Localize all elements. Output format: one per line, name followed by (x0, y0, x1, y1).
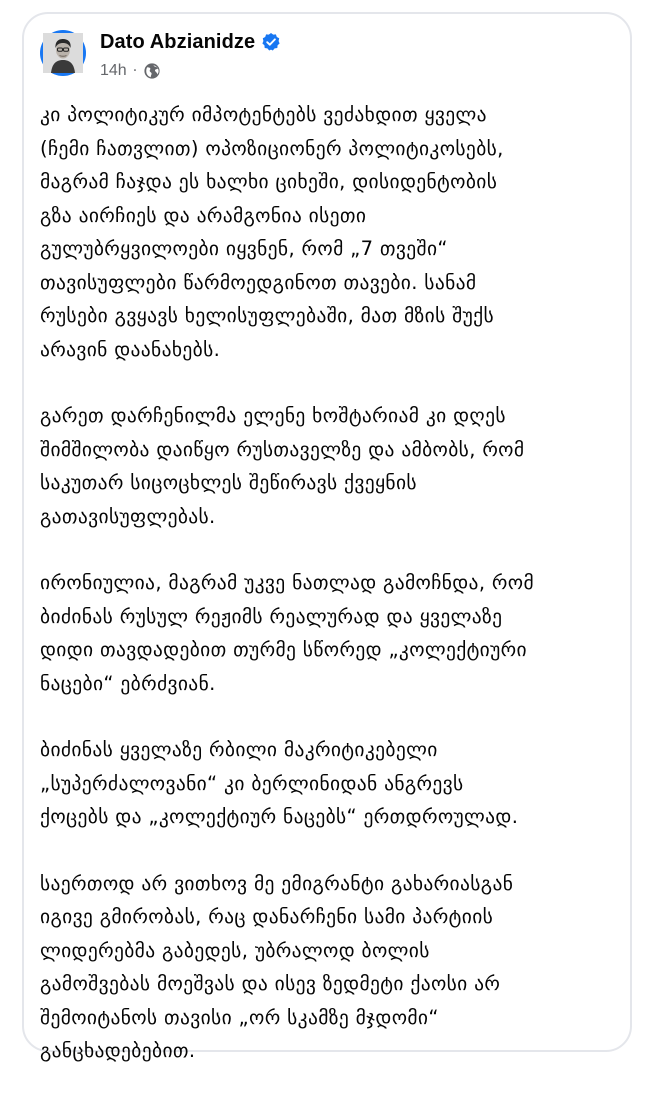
author-name[interactable]: Dato Abzianidze (100, 30, 256, 53)
avatar-portrait (43, 33, 83, 73)
post-paragraph-3: ირონიულია, მაგრამ უკვე ნათლად გამოჩნდა, რომ ბიძინას რუსულ რეჟიმს რეალურად და ყველაზე დიდი თავდადებით თურმე სწორედ „კოლექტიური ნაცები“ ებრძვიან. (40, 571, 534, 695)
post-meta (100, 60, 161, 82)
globe-icon[interactable] (143, 62, 161, 80)
post-paragraph-4: ბიძინას ყველაზე რბილი მაკრიტიკებელი „სუპერძალოვანი“ კი ბერლინიდან ანგრევს ქოცებს და „კოლექტიურ ნაცებს“ ერთდროულად. (40, 738, 519, 828)
post-header (40, 30, 600, 86)
post-body (40, 98, 606, 1101)
post-paragraph-5: საერთოდ არ ვითხოვ მე ემიგრანტი გახარიასგან იგივე გმირობას, რაც დანარჩენი სამი პარტიის ლიდერებმა გაბედეს, უბრალოდ ბოლის გამოშვებას მოეშვას და ისევ ზედმეტი ქაოსი არ შემოიტანოს თავისი „ორ სკამზე მჯდომი“ განცხადებებით. (40, 871, 514, 1062)
post-paragraph-2: გარეთ დარჩენილმა ელენე ხოშტარიამ კი დღეს შიმშილობა დაიწყო რუსთაველზე და ამბობს, რომ საკუთარ სიცოცხლეს შეწირავს ქვეყნის გათავისუფლებას. (40, 404, 525, 528)
meta-separator: · (132, 63, 138, 79)
verified-badge-icon (261, 32, 281, 52)
post-paragraph-1: კი პოლიტიკურ იმპოტენტებს ვეძახდით ყველა (ჩემი ჩათვლით) ოპოზიციონერ პოლიტიკოსებს, მაგრამ ჩაჯდა ეს ხალხი ციხეში, დისიდენტობის გზა აირჩიეს და არამგონია ისეთი გულუბრყვილოები იყვნენ, რომ „7 თვეში“ თავისუფლები წარმოედგინოთ თავები. სანამ რუსები გვყავს ხელისუფლებაში, მათ მზის შუქს არავინ დაანახებს. (40, 103, 504, 361)
author-row (100, 30, 281, 54)
post-timestamp[interactable]: 14h (100, 62, 127, 79)
author-avatar[interactable] (40, 30, 86, 76)
